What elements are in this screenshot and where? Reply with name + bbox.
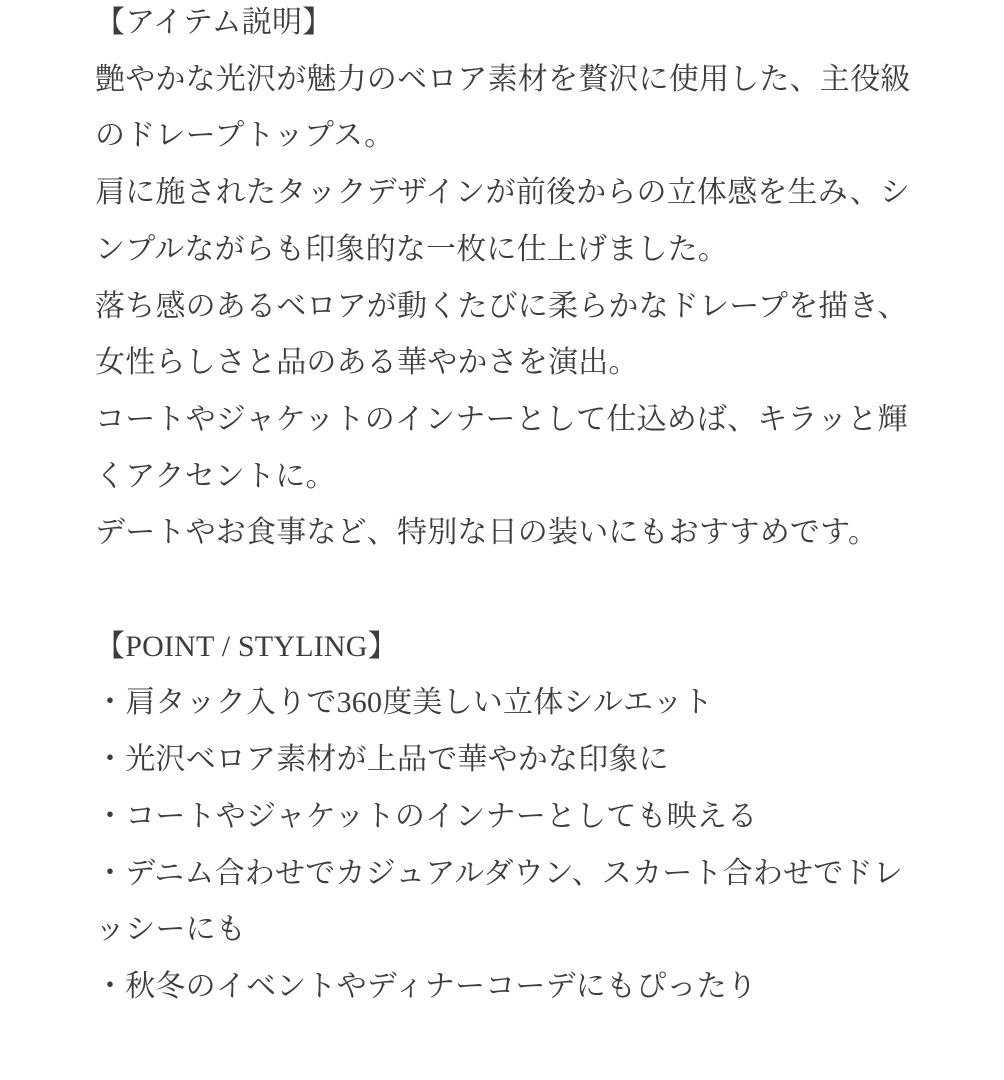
item-description-line: 落ち感のあるベロアが動くたびに柔らかなドレープを描き、 (95, 289, 908, 323)
item-description-line: 肩に施されたタックデザインが前後からの立体感を生み、シ (95, 176, 911, 210)
point-styling-bullet: ・肩タック入りで360度美しい立体シルエット (95, 686, 714, 720)
item-description-line: 女性らしさと品のある華やかさを演出。 (95, 346, 639, 380)
item-description-line: ンプルながらも印象的な一枚に仕上げました。 (95, 232, 728, 266)
item-description-line: コートやジャケットのインナーとして仕込めば、キラッと輝 (95, 402, 908, 436)
item-description-line: のドレープトップス。 (95, 119, 395, 153)
point-styling-heading: 【POINT / STYLING】 (95, 629, 398, 663)
item-description-line: くアクセントに。 (95, 459, 336, 493)
point-styling-bullet: ・コートやジャケットのインナーとしても映える (95, 799, 758, 833)
item-description-section (95, 0, 909, 562)
point-styling-section (95, 619, 909, 1016)
point-styling-bullet: ・デニム合わせでカジュアルダウン、スカート合わせでドレ (95, 856, 904, 890)
point-styling-bullet: ・光沢ベロア素材が上品で華やかな印象に (95, 743, 669, 777)
item-description-line: デートやお食事など、特別な日の装いにもおすすめです。 (95, 516, 879, 550)
item-description-line: 艶やかな光沢が魅力のベロア素材を贅沢に使用した、主役級 (95, 62, 911, 96)
point-styling-bullet: ・秋冬のイベントやディナーコーデにもぴったり (95, 969, 757, 1003)
point-styling-bullet-wrap: ッシーにも (95, 913, 246, 947)
item-description-heading: 【アイテム説明】 (95, 6, 333, 39)
